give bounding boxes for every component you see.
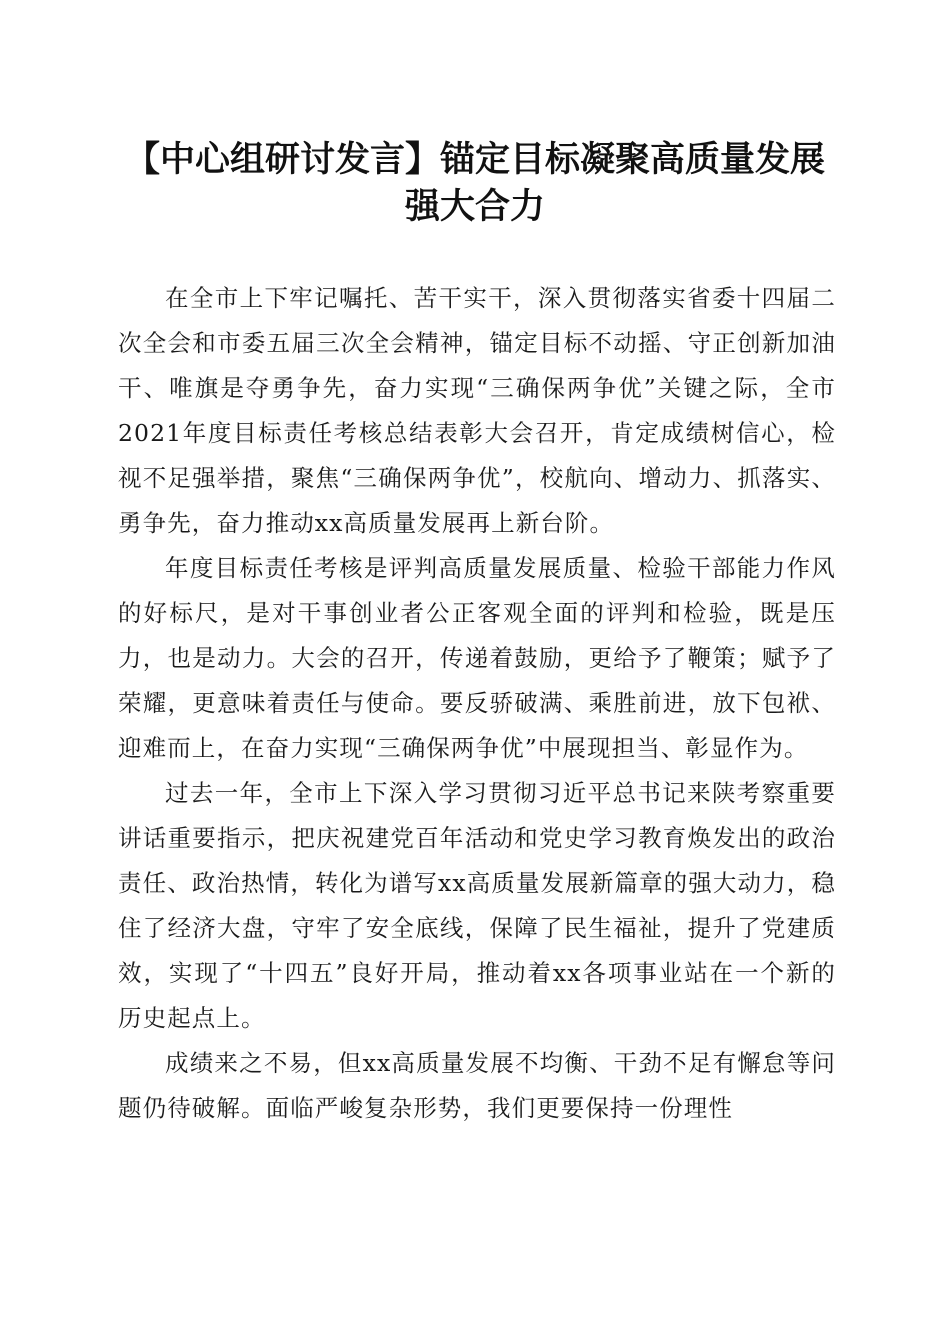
paragraph-4: 成绩来之不易，但xx高质量发展不均衡、干劲不足有懈怠等问题仍待破解。面临严峻复杂形势，我们更要保持一份理性 xyxy=(118,1049,836,1122)
paragraph-3: 过去一年，全市上下深入学习贯彻习近平总书记来陕考察重要讲话重要指示，把庆祝建党百年活动和党史学习教育焕发出的政治责任、政治热情，转化为谱写xx高质量发展新篇章的强大动力，稳住了经济大盘，守牢了安全底线，保障了民生福祉，提升了党建质效，实现了“十四五”良好开局，推动着xx各项事业站在一个新的历史起点上。 xyxy=(118,779,836,1032)
paragraph-1: 在全市上下牢记嘱托、苦干实干，深入贯彻落实省委十四届二次全会和市委五届三次全会精神，锚定目标不动摇、守正创新加油干、唯旗是夺勇争先，奋力实现“三确保两争优”关键之际，全市2021年度目标责任考核总结表彰大会召开，肯定成绩树信心，检视不足强举措，聚焦“三确保两争优”，校航向、增动力、抓落实、勇争先，奋力推动xx高质量发展再上新台阶。 xyxy=(118,284,836,537)
title-line-2: 强大合力 xyxy=(404,186,545,227)
title-line-1: 【中心组研讨发言】锚定目标凝聚高质量发展 xyxy=(124,139,825,180)
document-body xyxy=(118,276,836,1131)
document-title xyxy=(100,136,850,230)
paragraph-2: 年度目标责任考核是评判高质量发展质量、检验干部能力作风的好标尺，是对干事创业者公正客观全面的评判和检验，既是压力，也是动力。大会的召开，传递着鼓励，更给予了鞭策；赋予了荣耀，更意味着责任与使命。要反骄破满、乘胜前进，放下包袱、迎难而上，在奋力实现“三确保两争优”中展现担当、彰显作为。 xyxy=(118,554,836,762)
